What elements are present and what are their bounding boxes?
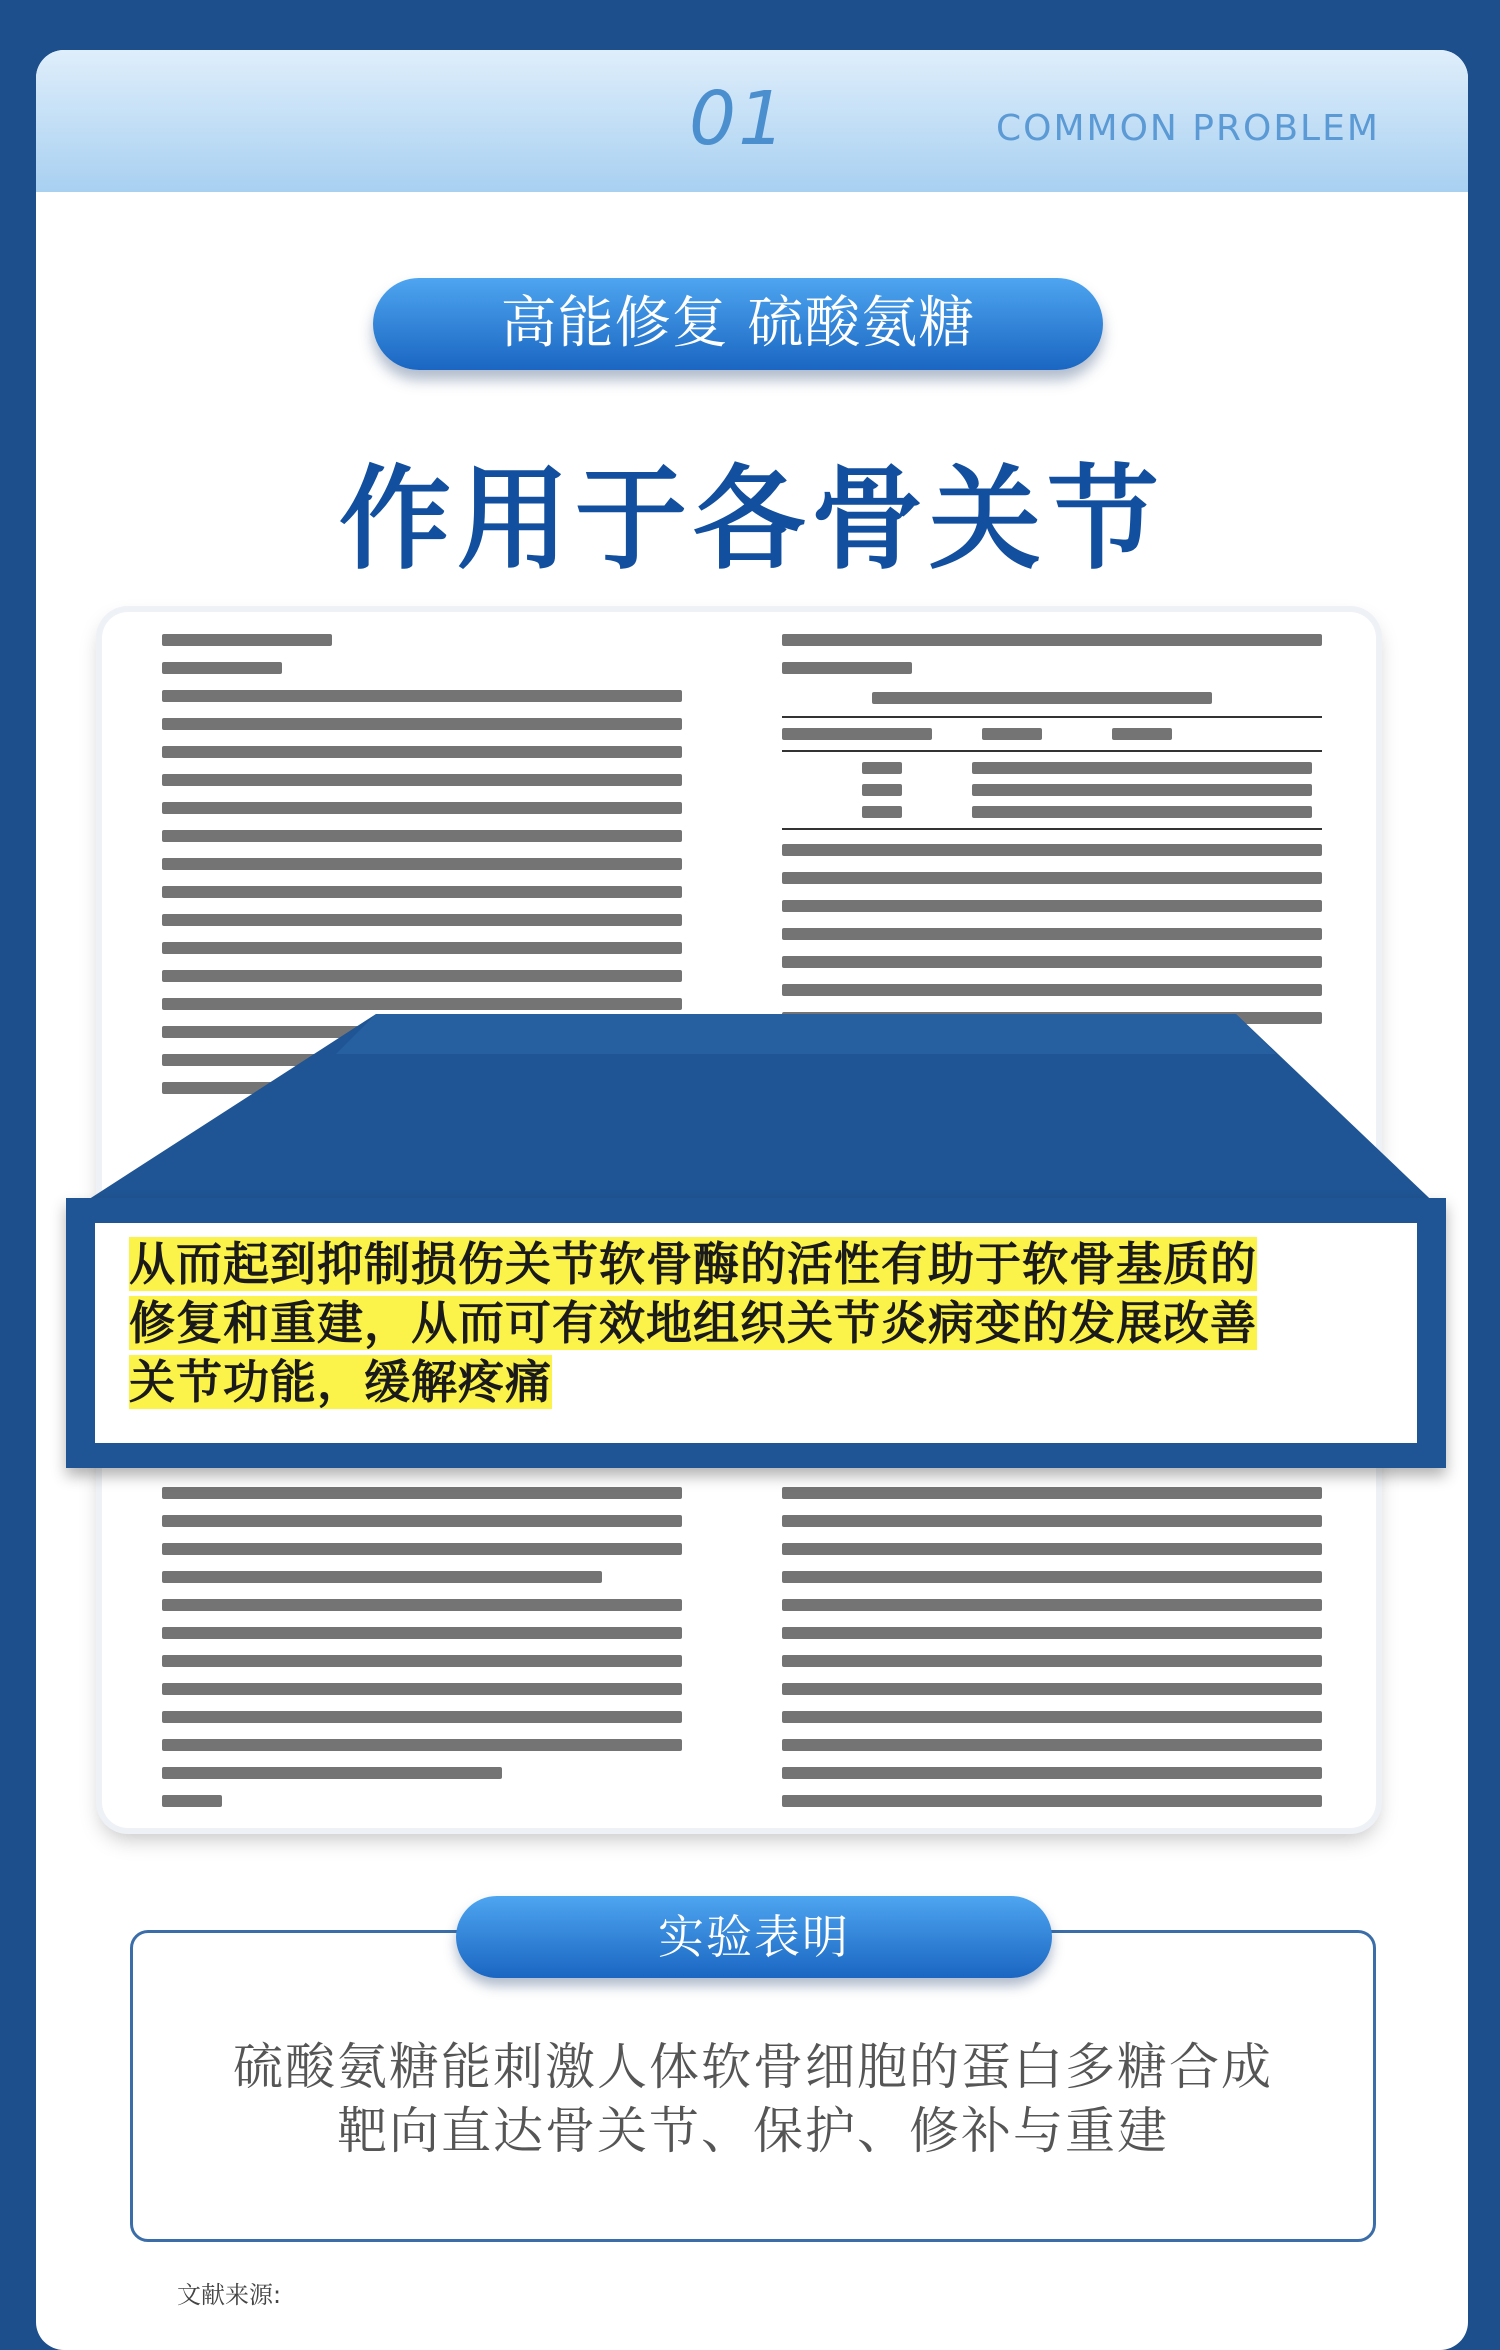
content-card <box>36 50 1468 2350</box>
quote-line: 关节功能，缓解疼痛 <box>129 1355 552 1409</box>
section-header <box>36 50 1468 192</box>
magnifier-shape <box>66 1014 1446 1214</box>
quote-panel <box>92 1220 1420 1446</box>
result-line: 硫酸氨糖能刺激人体软骨细胞的蛋白多糖合成 <box>233 2038 1273 2096</box>
page-title: 作用于各骨关节 <box>339 455 1165 585</box>
quote-line: 修复和重建，从而可有效地组织关节炎病变的发展改善 <box>129 1296 1257 1350</box>
result-line: 靶向直达骨关节、保护、修补与重建 <box>337 2102 1169 2160</box>
quote-callout <box>66 1198 1446 1468</box>
source-label: 文献来源: <box>177 2281 282 2309</box>
section-subtitle: COMMON PROBLEM <box>996 108 1380 149</box>
quote-line: 从而起到抑制损伤关节软骨酶的活性有助于软骨基质的 <box>129 1237 1257 1291</box>
feature-pill: 高能修复 硫酸氨糖 <box>373 278 1103 370</box>
result-label-pill: 实验表明 <box>456 1896 1052 1978</box>
section-number: 01 <box>689 76 788 162</box>
